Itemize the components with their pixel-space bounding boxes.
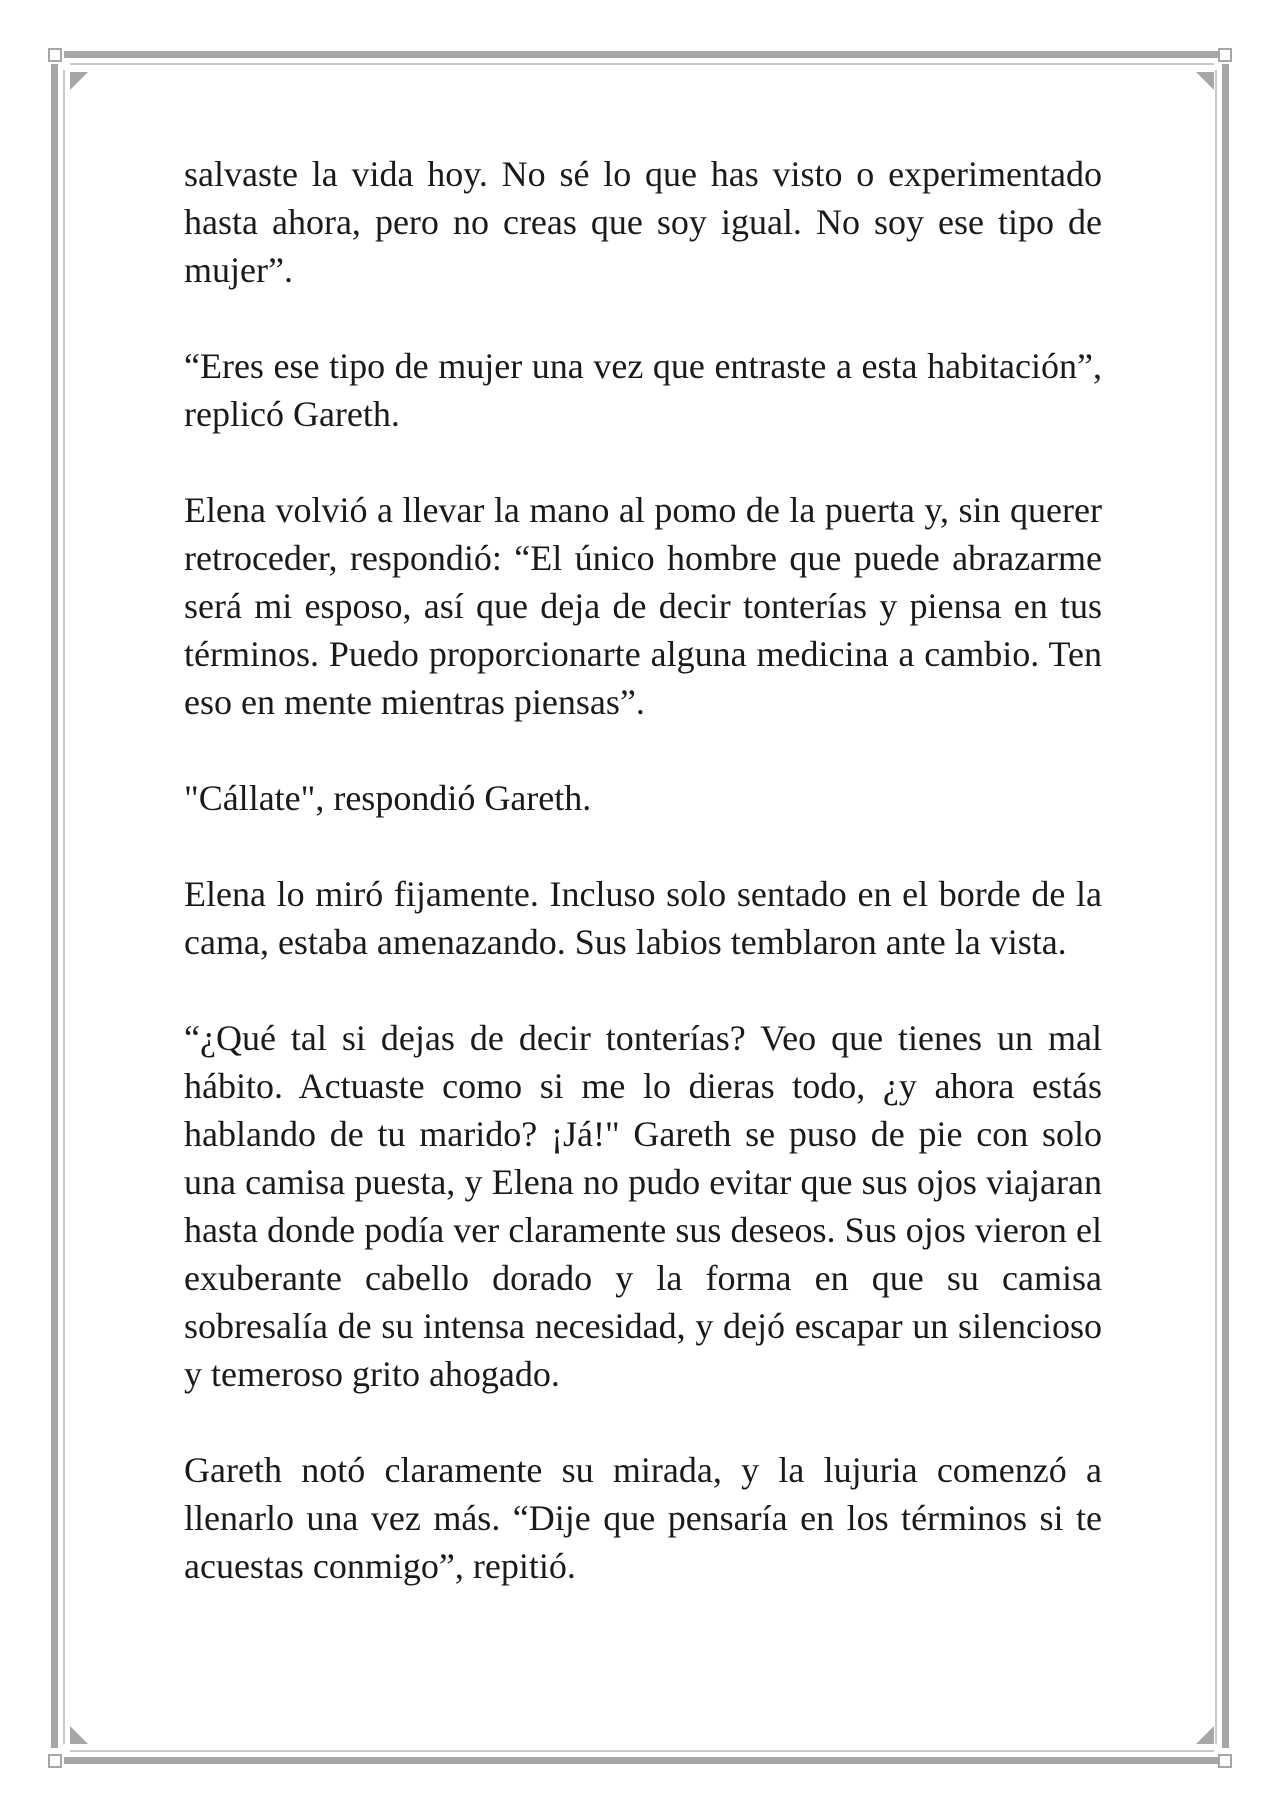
corner-triangle-bottom-right bbox=[1196, 1726, 1214, 1744]
paragraph: salvaste la vida hoy. No sé lo que has visto o experimentado hasta ahora, pero no creas que soy igual. No soy ese tipo de mujer”. bbox=[184, 154, 1102, 290]
paragraph: Gareth notó claramente su mirada, y la lujuria comenzó a llenarlo una vez más. “Dije que pensaría en los términos si te acuestas conmigo”, repitió. bbox=[184, 1450, 1102, 1586]
frame-border-left bbox=[51, 64, 58, 1748]
paragraph: Elena lo miró fijamente. Incluso solo sentado en el borde de la cama, estaba amenazando. Sus labios temblaron ante la vista. bbox=[184, 874, 1102, 962]
frame-inner-bottom bbox=[70, 1750, 1214, 1752]
corner-ornament-bottom-left bbox=[48, 1754, 62, 1768]
corner-ornament-top-right bbox=[1218, 48, 1232, 62]
corner-triangle-top-left bbox=[70, 72, 88, 90]
page-body bbox=[184, 150, 1102, 1590]
corner-triangle-top-right bbox=[1196, 72, 1214, 90]
frame-border-bottom bbox=[64, 1757, 1220, 1764]
paragraph: “¿Qué tal si dejas de decir tonterías? Veo que tienes un mal hábito. Actuaste como si me lo dieras todo, ¿y ahora estás hablando de tu marido? ¡Já!" Gareth se puso de pie con solo una camisa puesta, y Elena no pudo evitar que sus ojos viajaran hasta donde podía ver claramente sus deseos. Sus ojos vieron el exuberante cabello dorado y la forma en que su camisa sobresalía de su intensa necesidad, y dejó escapar un silencioso y temeroso grito ahogado. bbox=[184, 1018, 1102, 1394]
paragraph: “Eres ese tipo de mujer una vez que entraste a esta habitación”, replicó Gareth. bbox=[184, 346, 1102, 434]
corner-ornament-bottom-right bbox=[1218, 1754, 1232, 1768]
frame-inner-left bbox=[63, 70, 65, 1744]
paragraph: Elena volvió a llevar la mano al pomo de la puerta y, sin querer retroceder, respondió: “El único hombre que puede abrazarme será mi esposo, así que deja de decir tonterías y piensa en tus términos. Puedo proporcionarte alguna medicina a cambio. Ten eso en mente mientras piensas”. bbox=[184, 490, 1102, 722]
frame-inner-top bbox=[70, 63, 1214, 65]
corner-triangle-bottom-left bbox=[70, 1726, 88, 1744]
frame-border-right bbox=[1222, 64, 1229, 1748]
frame-border-top bbox=[64, 51, 1220, 58]
frame-inner-right bbox=[1215, 70, 1217, 1744]
paragraph: "Cállate", respondió Gareth. bbox=[184, 778, 592, 818]
corner-ornament-top-left bbox=[48, 48, 62, 62]
